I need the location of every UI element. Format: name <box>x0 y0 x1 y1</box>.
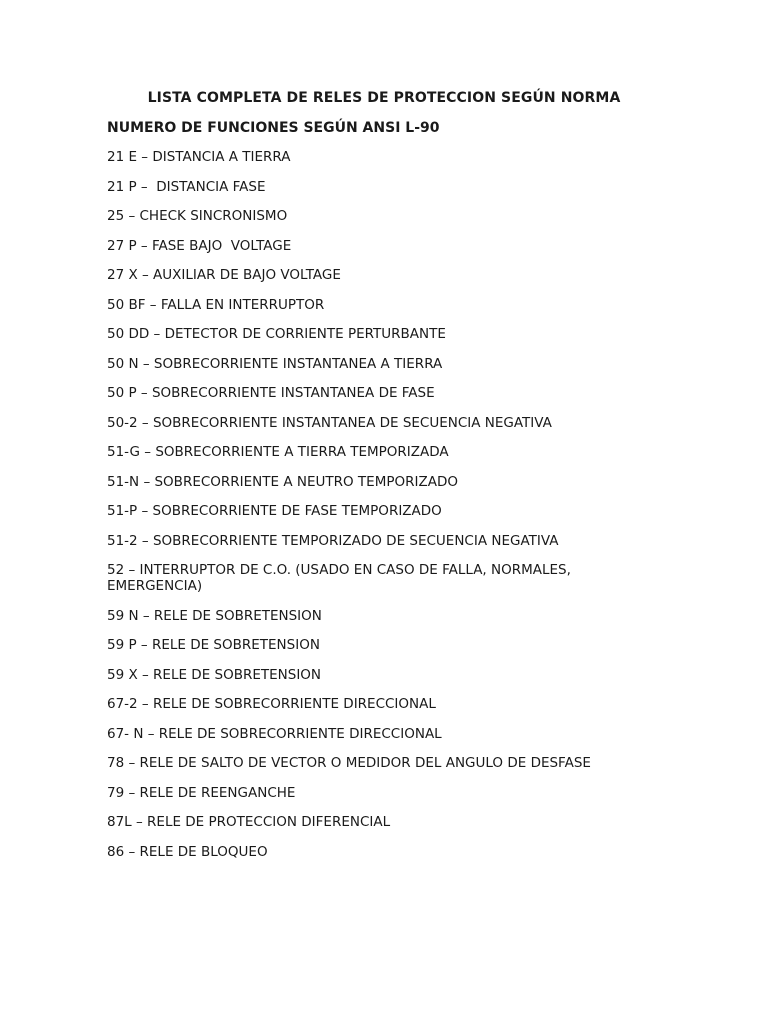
list-item: 27 P – FASE BAJO VOLTAGE <box>107 237 292 254</box>
list-item: 52 – INTERRUPTOR DE C.O. (USADO EN CASO DE FALLA, NORMALES, EMERGENCIA) <box>107 562 576 594</box>
list-item: 27 X – AUXILIAR DE BAJO VOLTAGE <box>107 267 341 283</box>
page-subtitle: NUMERO DE FUNCIONES SEGÚN ANSI L-90 <box>107 120 440 136</box>
list-item: 51-2 – SOBRECORRIENTE TEMPORIZADO DE SECUENCIA NEGATIVA <box>107 532 559 549</box>
list-item: 87L – RELE DE PROTECCION DIFERENCIAL <box>107 814 391 830</box>
list-item: 21 E – DISTANCIA A TIERRA <box>107 149 291 165</box>
list-item: 51-P – SOBRECORRIENTE DE FASE TEMPORIZADO <box>107 503 442 519</box>
function-list <box>107 149 607 873</box>
list-item: 67-2 – RELE DE SOBRECORRIENTE DIRECCIONAL <box>107 696 436 712</box>
list-item: 79 – RELE DE REENGANCHE <box>107 784 296 801</box>
list-item: 50 P – SOBRECORRIENTE INSTANTANEA DE FASE <box>107 385 435 401</box>
page-title: LISTA COMPLETA DE RELES DE PROTECCION SEGÚN NORMA <box>147 90 621 106</box>
list-item: 59 N – RELE DE SOBRETENSION <box>107 607 322 624</box>
list-item: 67- N – RELE DE SOBRECORRIENTE DIRECCIONAL <box>107 725 442 742</box>
list-item: 50 N – SOBRECORRIENTE INSTANTANEA A TIERRA <box>107 355 443 372</box>
list-item: 51-G – SOBRECORRIENTE A TIERRA TEMPORIZADA <box>107 444 449 460</box>
list-item: 51-N – SOBRECORRIENTE A NEUTRO TEMPORIZADO <box>107 473 458 490</box>
list-item: 50 DD – DETECTOR DE CORRIENTE PERTURBANTE <box>107 326 446 342</box>
list-item: 78 – RELE DE SALTO DE VECTOR O MEDIDOR DEL ANGULO DE DESFASE <box>107 755 591 771</box>
list-item: 21 P – DISTANCIA FASE <box>107 178 266 195</box>
list-item: 86 – RELE DE BLOQUEO <box>107 843 268 860</box>
list-item: 59 X – RELE DE SOBRETENSION <box>107 666 322 683</box>
list-item: 25 – CHECK SINCRONISMO <box>107 208 288 224</box>
list-item: 50-2 – SOBRECORRIENTE INSTANTANEA DE SECUENCIA NEGATIVA <box>107 414 552 431</box>
list-item: 50 BF – FALLA EN INTERRUPTOR <box>107 296 325 313</box>
list-item: 59 P – RELE DE SOBRETENSION <box>107 637 320 653</box>
